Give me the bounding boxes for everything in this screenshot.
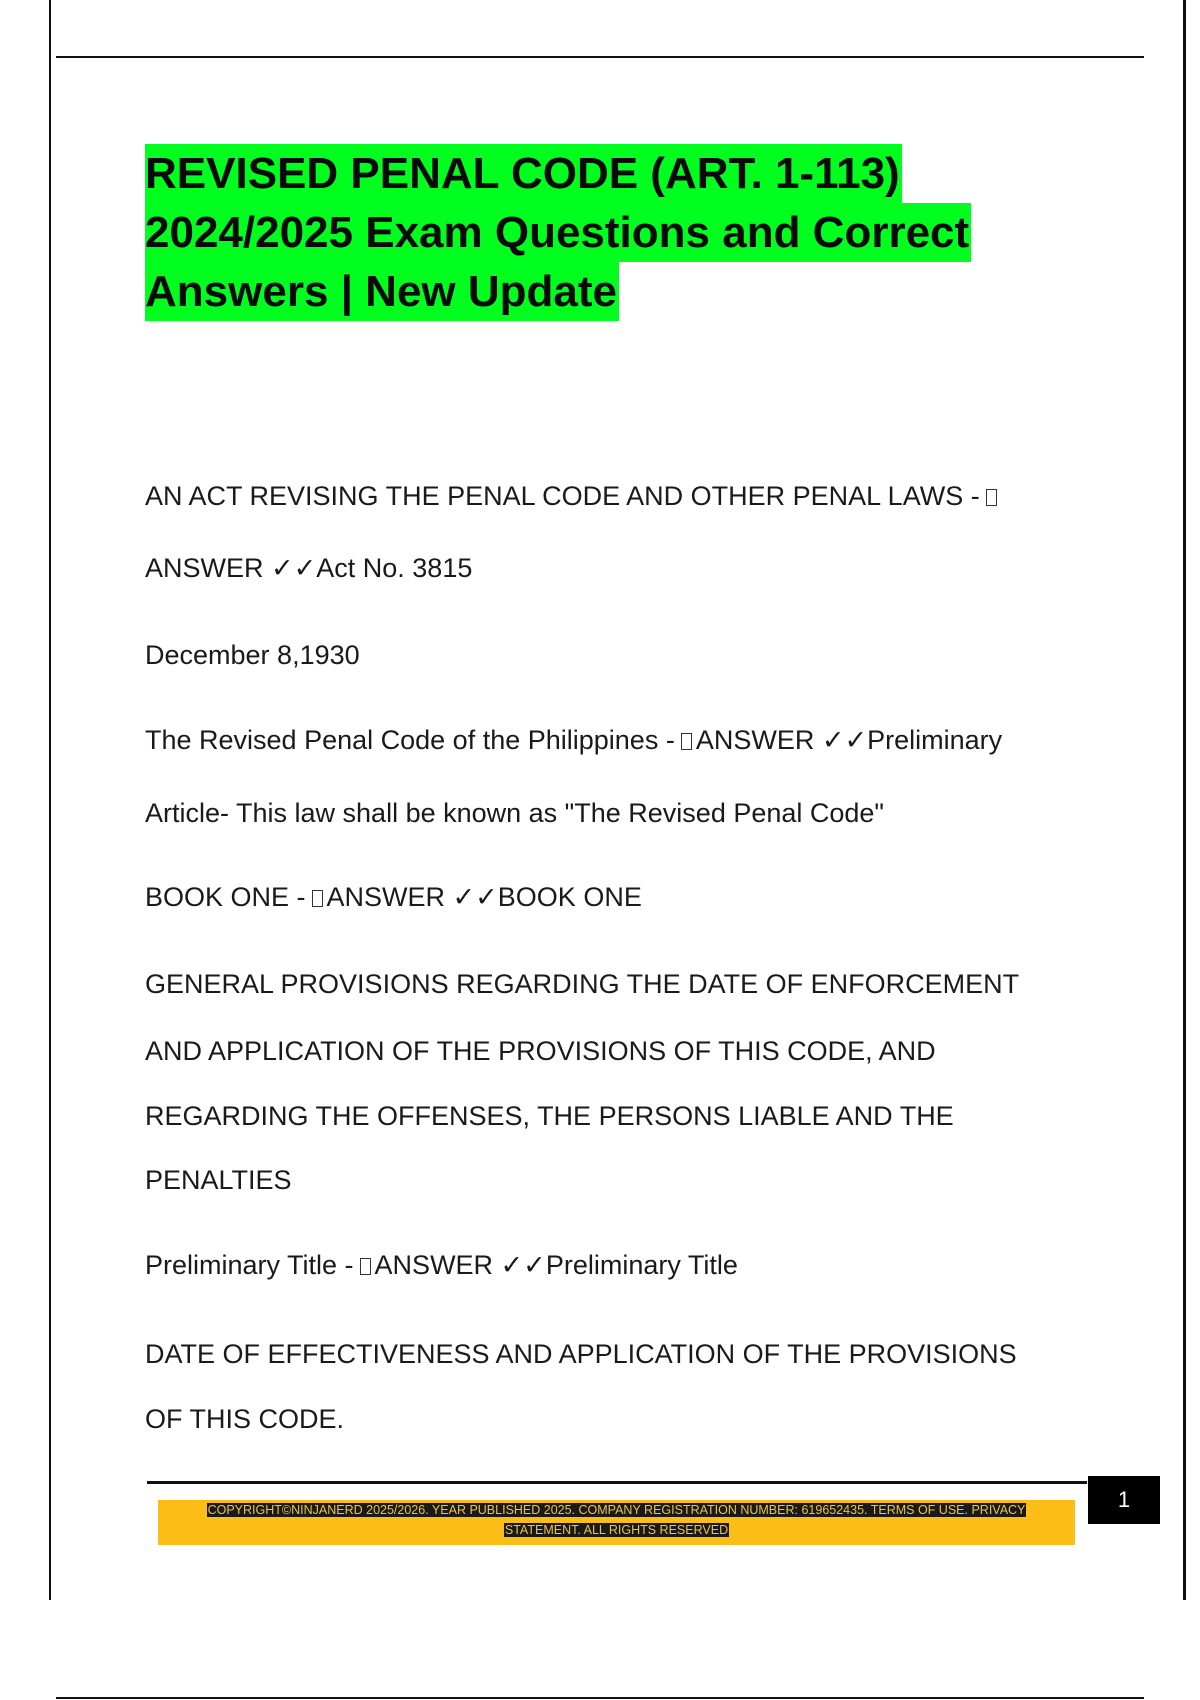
missing-glyph-icon — [681, 733, 692, 750]
footer-rule — [147, 1481, 1087, 1484]
answer-text: BOOK ONE — [497, 882, 642, 912]
question-text: The Revised Penal Code of the Philippines - — [145, 725, 675, 755]
answer-text: Preliminary Title — [545, 1250, 738, 1280]
answer-3-line-2: AND APPLICATION OF THE PROVISIONS OF THIS CODE, AND — [145, 1036, 936, 1066]
answer-3-line-1: GENERAL PROVISIONS REGARDING THE DATE OF ENFORCEMENT — [145, 969, 1020, 999]
copyright-line-2: STATEMENT. ALL RIGHTS RESERVED — [504, 1523, 729, 1537]
copyright-notice — [158, 1500, 1075, 1540]
answer-1 — [145, 552, 472, 584]
answer-3-line-4: PENALTIES — [145, 1165, 292, 1195]
answer-label: ANSWER ✓✓ — [695, 725, 868, 755]
missing-glyph-icon — [360, 1258, 371, 1275]
question-2 — [145, 724, 1002, 756]
title-line-3: Answers | New Update — [145, 262, 619, 321]
document-title — [145, 144, 1125, 321]
answer-text: Preliminary — [867, 725, 1003, 755]
question-text: BOOK ONE - — [145, 882, 306, 912]
question-text: Preliminary Title - — [145, 1250, 354, 1280]
question-4 — [145, 1249, 738, 1281]
question-3 — [145, 881, 642, 913]
answer-4-line-2: OF THIS CODE. — [145, 1404, 345, 1434]
answer-label: ANSWER ✓✓ — [326, 882, 498, 912]
question-text: AN ACT REVISING THE PENAL CODE AND OTHER PENAL LAWS - — [145, 481, 980, 511]
next-page-rule — [56, 1697, 1144, 1699]
page-border-left — [49, 0, 51, 1600]
missing-glyph-icon — [986, 489, 997, 506]
missing-glyph-icon — [312, 890, 323, 907]
question-1 — [145, 480, 1001, 512]
answer-label: ANSWER ✓✓ — [145, 553, 317, 583]
title-line-2: 2024/2025 Exam Questions and Correct — [145, 203, 971, 262]
header-rule — [56, 56, 1144, 58]
copyright-line-1: COPYRIGHT©NINJANERD 2025/2026. YEAR PUBLISHED 2025. COMPANY REGISTRATION NUMBER: 619652435. TERMS OF USE. PRIVACY — [207, 1503, 1026, 1517]
page-border-right — [1183, 0, 1186, 1600]
answer-1-continuation: December 8,1930 — [145, 640, 360, 670]
answer-3-line-3: REGARDING THE OFFENSES, THE PERSONS LIABLE AND THE — [145, 1101, 954, 1131]
title-line-1: REVISED PENAL CODE (ART. 1-113) — [145, 144, 902, 203]
page-number: 1 — [1088, 1476, 1160, 1524]
answer-2-continuation: Article- This law shall be known as "The Revised Penal Code" — [145, 798, 885, 828]
answer-label: ANSWER ✓✓ — [374, 1250, 546, 1280]
answer-text: Act No. 3815 — [316, 553, 473, 583]
answer-4-line-1: DATE OF EFFECTIVENESS AND APPLICATION OF THE PROVISIONS — [145, 1339, 1017, 1369]
